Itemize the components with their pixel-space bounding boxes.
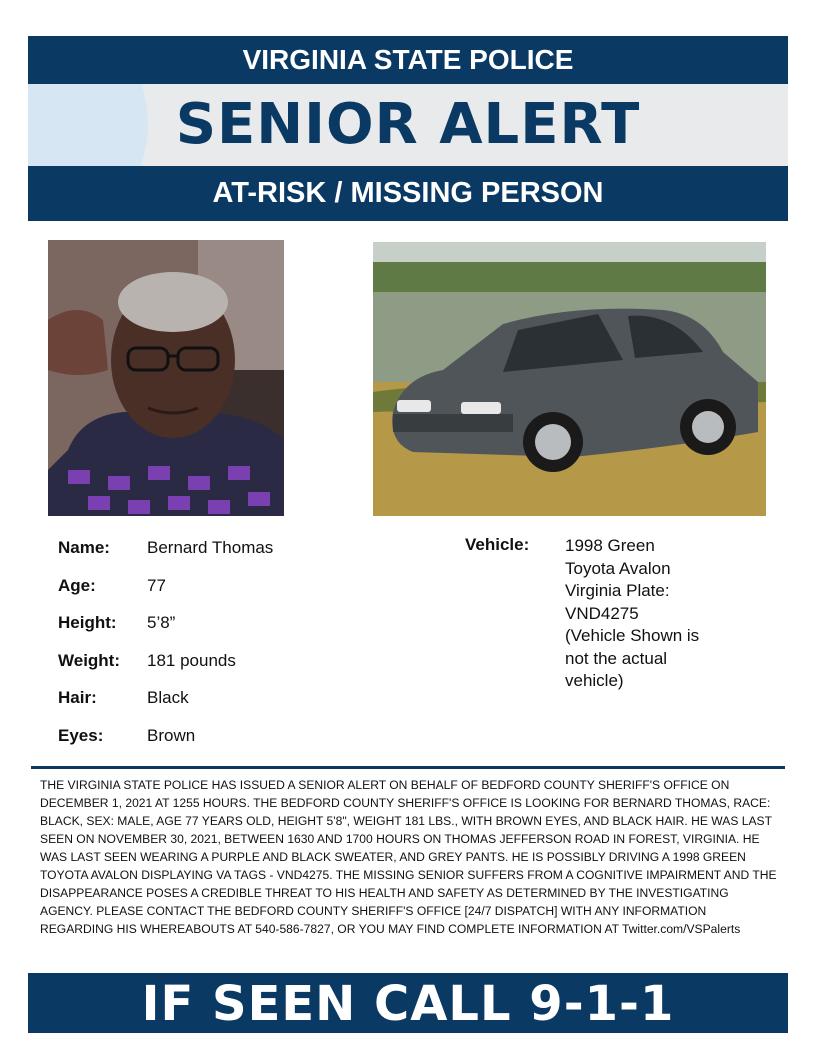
alert-description: THE VIRGINIA STATE POLICE HAS ISSUED A SENIOR ALERT ON BEHALF OF BEDFORD COUNTY SHERIFF'S OFFICE ON DECEMBER 1, 2021 AT 1255 HOURS. THE BEDFORD COUNTY SHERIFF'S OFFICE IS LOOKING FOR BERNARD THOMAS, RACE: BLACK, SEX: MALE, AGE 77 YEARS OLD, HEIGHT 5'8", WEIGHT 181 LBS., WITH BROWN EYES, AND BLACK HAIR. HE WAS LAST SEEN ON NOVEMBER 30, 2021, BETWEEN 1630 AND 1700 HOURS ON THOMAS JEFFERSON ROAD IN FOREST, VIRGINIA. HE WAS LAST SEEN WEARING A PURPLE AND BLACK SWEATER, AND GREY PANTS. HE IS POSSIBLY DRIVING A 1998 GREEN TOYOTA AVALON DISPLAYING VA TAGS - VND4275. THE MISSING SENIOR SUFFERS FROM A COGNITIVE IMPAIRMENT AND THE DISAPPEARANCE POSES A CREDIBLE THREAT TO HIS HEALTH AND SAFETY AS DETERMINED BY THE INVESTIGATING AGENCY. PLEASE CONTACT THE BEDFORD COUNTY SHERIFF'S OFFICE [24/7 DISPATCH] WITH ANY INFORMATION REGARDING HIS WHEREABOUTS AT 540-586-7827, OR YOU MAY FIND COMPLETE INFORMATION AT Twitter.com/VSPalerts bbox=[40, 778, 777, 936]
name-label: Name: bbox=[58, 538, 110, 557]
weight-value: 181 pounds bbox=[147, 651, 236, 670]
height-label: Height: bbox=[58, 613, 117, 632]
name-value: Bernard Thomas bbox=[147, 538, 274, 557]
subtitle-banner: AT-RISK / MISSING PERSON bbox=[28, 166, 788, 221]
eyes-value: Brown bbox=[147, 726, 196, 745]
age-value: 77 bbox=[147, 576, 166, 595]
agency-banner: VIRGINIA STATE POLICE bbox=[28, 36, 788, 84]
vehicle-value: 1998 Green Toyota Avalon Virginia Plate: VND4275 (Vehicle Shown is not the actual vehicle) bbox=[565, 536, 700, 690]
divider bbox=[31, 766, 785, 769]
vehicle-photo bbox=[373, 242, 766, 516]
height-value: 5’8” bbox=[147, 613, 176, 632]
hair-value: Black bbox=[147, 688, 189, 707]
missing-person-photo bbox=[48, 240, 284, 516]
vehicle-label: Vehicle: bbox=[465, 535, 530, 554]
alert-title: SENIOR ALERT bbox=[175, 92, 641, 157]
alert-title-band bbox=[28, 84, 788, 166]
call-to-action-banner: IF SEEN CALL 9-1-1 bbox=[28, 973, 788, 1033]
eyes-label: Eyes: bbox=[58, 726, 104, 745]
weight-label: Weight: bbox=[58, 651, 121, 670]
age-label: Age: bbox=[58, 576, 96, 595]
hair-label: Hair: bbox=[58, 688, 97, 707]
